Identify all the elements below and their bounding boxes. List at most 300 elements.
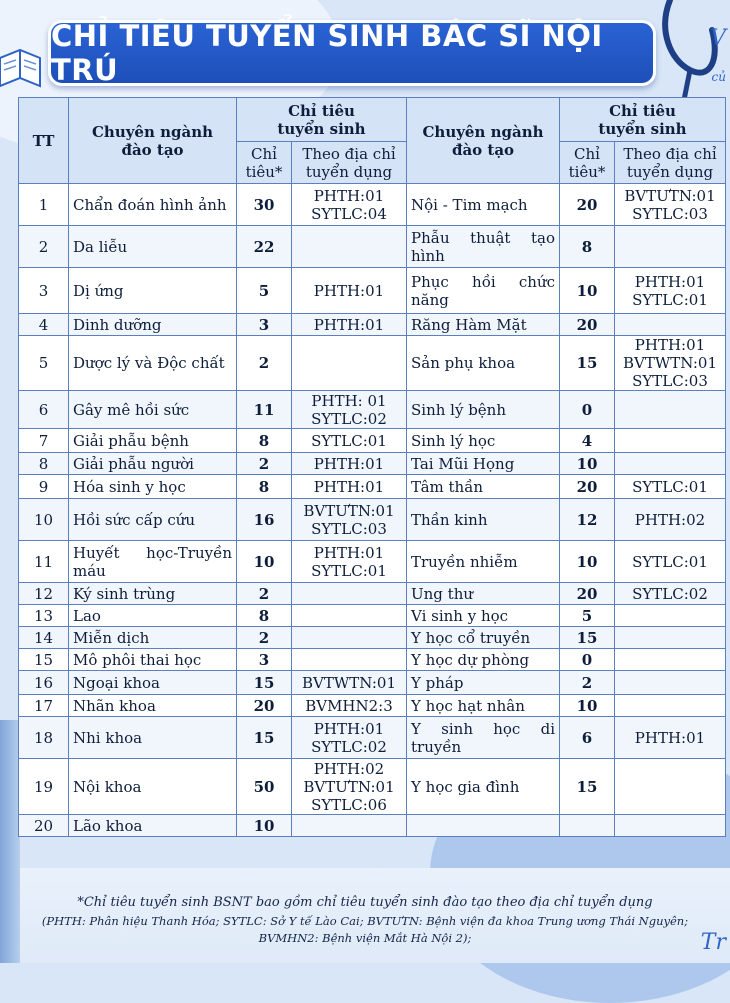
address-quota-left: PHTH:01 [313, 281, 385, 300]
address-right-cell [615, 268, 726, 314]
quota-value-right: 5 [581, 606, 593, 625]
quota-right-cell [560, 226, 615, 268]
major-left-cell [69, 336, 237, 391]
quota-left-cell [237, 314, 292, 336]
major-name-left: Nhãn khoa [73, 696, 156, 715]
address-quota-right: SYTLC:02 [632, 584, 708, 603]
address-right-cell [615, 671, 726, 695]
major-name-right: Sản phụ khoa [411, 354, 516, 372]
row-number: 7 [38, 431, 49, 450]
table-row [19, 717, 726, 759]
quota-table-container [18, 97, 725, 837]
row-number-cell [19, 815, 69, 837]
major-left-cell [69, 499, 237, 541]
row-number-cell [19, 184, 69, 226]
major-right-cell [407, 583, 560, 605]
quota-value-left: 16 [253, 510, 275, 529]
address-left-cell [292, 391, 407, 429]
major-name-right: Tâm thần [411, 477, 484, 496]
quota-value-right: 8 [581, 237, 593, 256]
address-quota-left: SYTLC:01 [311, 431, 387, 450]
row-number: 16 [33, 673, 54, 692]
quota-value-left: 15 [253, 673, 275, 692]
quota-left-cell [237, 226, 292, 268]
quota-right-cell [560, 184, 615, 226]
major-right-cell [407, 671, 560, 695]
quota-value-right: 10 [576, 454, 598, 473]
major-left-cell [69, 226, 237, 268]
quota-value-left: 10 [253, 552, 275, 571]
major-right-cell [407, 605, 560, 627]
major-left-cell [69, 184, 237, 226]
address-quota-right: PHTH:01 [634, 336, 706, 354]
major-name-right: Tai Mũi Họng [411, 454, 515, 473]
header-sub-quota-right: Chỉ tiêu* [560, 142, 615, 184]
major-right-cell [407, 759, 560, 815]
major-right-cell [407, 627, 560, 649]
major-left-cell [69, 583, 237, 605]
address-left-cell [292, 268, 407, 314]
major-left-cell [69, 717, 237, 759]
address-left-cell [292, 475, 407, 499]
address-left-cell [292, 649, 407, 671]
quota-value-left: 30 [253, 195, 275, 214]
address-right-cell [615, 429, 726, 453]
major-right-cell [407, 429, 560, 453]
major-name-left: Giải phẫu người [73, 454, 194, 473]
quota-left-cell [237, 815, 292, 837]
address-quota-left: PHTH:01 [313, 477, 385, 496]
row-number-cell [19, 499, 69, 541]
major-name-right: Y học gia đình [411, 777, 520, 796]
address-left-cell [292, 695, 407, 717]
table-row [19, 499, 726, 541]
row-number: 8 [38, 454, 49, 473]
major-left-cell [69, 268, 237, 314]
quota-value-right: 6 [581, 728, 593, 747]
quota-right-cell [560, 695, 615, 717]
footnote [0, 893, 730, 947]
quota-value-right: 4 [581, 431, 593, 450]
row-number-cell [19, 605, 69, 627]
quota-right-cell [560, 336, 615, 391]
quota-value-left: 5 [258, 281, 270, 300]
major-right-cell [407, 453, 560, 475]
quota-left-cell [237, 759, 292, 815]
table-row [19, 391, 726, 429]
address-left-cell [292, 583, 407, 605]
table-row [19, 541, 726, 583]
major-name-left: Chẩn đoán hình ảnh [73, 195, 227, 214]
major-name-left: Hóa sinh y học [73, 477, 186, 496]
quota-value-right: 20 [576, 477, 598, 496]
quota-value-left: 2 [258, 584, 270, 603]
major-name-left: Giải phẫu bệnh [73, 431, 189, 450]
major-name-right: Y sinh học di truyền [411, 719, 555, 756]
row-number: 14 [33, 628, 54, 647]
quota-left-cell [237, 391, 292, 429]
footnote-abbrev-1: (PHTH: Phân hiệu Thanh Hóa; SYTLC: Sở Y tế Lào Cai; BVTƯTN: Bệnh viện đa khoa Trung ương Thái Nguyên; [41, 914, 689, 928]
major-left-cell [69, 627, 237, 649]
major-name-right: Y học dự phòng [411, 650, 530, 669]
address-right-cell [615, 336, 726, 391]
footnote-abbrev-2: BVMHN2: Bệnh viện Mắt Hà Nội 2); [258, 931, 472, 945]
table-row [19, 671, 726, 695]
quota-value-right: 12 [576, 510, 598, 529]
address-left-cell [292, 541, 407, 583]
quota-left-cell [237, 649, 292, 671]
row-number: 2 [38, 237, 49, 256]
quota-value-left: 3 [258, 650, 270, 669]
major-name-right: Phẫu thuật tạo hình [411, 228, 555, 265]
table-body [19, 184, 726, 837]
header-quota-left: Chỉ tiêu tuyển sinh [237, 98, 407, 142]
address-quota-right: SYTLC:01 [632, 477, 708, 496]
quota-value-right: 0 [581, 650, 593, 669]
quota-value-right: 10 [576, 696, 598, 715]
major-name-right: Thần kinh [411, 510, 488, 529]
table-row [19, 695, 726, 717]
address-quota-left: PHTH:01 [313, 719, 385, 738]
address-quota-right: PHTH:02 [634, 510, 706, 529]
quota-table [18, 97, 726, 837]
major-left-cell [69, 671, 237, 695]
quota-right-cell [560, 314, 615, 336]
major-right-cell [407, 391, 560, 429]
quota-right-cell [560, 717, 615, 759]
row-number-cell [19, 671, 69, 695]
major-left-cell [69, 541, 237, 583]
address-right-cell [615, 541, 726, 583]
address-left-cell [292, 336, 407, 391]
major-left-cell [69, 391, 237, 429]
quota-left-cell [237, 499, 292, 541]
row-number-cell [19, 759, 69, 815]
row-number-cell [19, 268, 69, 314]
address-quota-left: PHTH:01 [313, 454, 385, 473]
quota-left-cell [237, 695, 292, 717]
row-number: 12 [33, 584, 54, 603]
quota-value-left: 20 [253, 696, 275, 715]
row-number: 3 [38, 281, 49, 300]
quota-value-left: 2 [258, 354, 270, 372]
table-row [19, 475, 726, 499]
address-left-cell [292, 314, 407, 336]
table-row [19, 429, 726, 453]
header-major-left: Chuyên ngành đào tạo [69, 98, 237, 184]
table-row [19, 759, 726, 815]
major-right-cell [407, 717, 560, 759]
address-quota-left: PHTH:01 [313, 543, 385, 562]
row-number-cell [19, 391, 69, 429]
quota-value-left: 2 [258, 454, 270, 473]
table-row [19, 268, 726, 314]
row-number-cell [19, 649, 69, 671]
major-name-right: Phục hồi chức năng [411, 272, 555, 309]
quota-value-right: 20 [576, 584, 598, 603]
major-name-right: Y học cổ truyền [411, 628, 531, 647]
address-left-cell [292, 429, 407, 453]
table-header [19, 98, 726, 184]
quota-left-cell [237, 627, 292, 649]
address-quota-right: SYTLC:01 [632, 290, 708, 309]
title-banner [48, 20, 656, 86]
row-number-cell [19, 475, 69, 499]
address-left-cell [292, 453, 407, 475]
address-left-cell [292, 815, 407, 837]
major-name-left: Hồi sức cấp cứu [73, 510, 196, 529]
side-script-text: V [710, 26, 726, 51]
quota-right-cell [560, 499, 615, 541]
table-row [19, 583, 726, 605]
row-number: 18 [33, 728, 54, 747]
major-name-right: Sinh lý học [411, 431, 496, 450]
table-row [19, 627, 726, 649]
major-name-right: Sinh lý bệnh [411, 400, 507, 419]
row-number-cell [19, 226, 69, 268]
quota-right-cell [560, 815, 615, 837]
row-number: 13 [33, 606, 54, 625]
major-name-right: Răng Hàm Mặt [411, 315, 527, 334]
address-quota-left: BVMHN2:3 [305, 696, 393, 715]
row-number: 6 [38, 400, 49, 419]
address-left-cell [292, 499, 407, 541]
row-number-cell [19, 627, 69, 649]
quota-right-cell [560, 759, 615, 815]
quota-value-right: 2 [581, 673, 593, 692]
major-name-left: Gây mê hồi sức [73, 400, 190, 419]
quota-value-left: 8 [258, 606, 270, 625]
major-left-cell [69, 649, 237, 671]
table-row [19, 815, 726, 837]
address-quota-right: SYTLC:01 [632, 552, 708, 571]
quota-left-cell [237, 453, 292, 475]
address-right-cell [615, 815, 726, 837]
quota-value-right: 20 [576, 195, 598, 214]
major-left-cell [69, 453, 237, 475]
address-right-cell [615, 717, 726, 759]
footnote-main: *Chỉ tiêu tuyển sinh BSNT bao gồm chỉ tiêu tuyển sinh đào tạo theo địa chỉ tuyển dụng [77, 895, 653, 910]
major-left-cell [69, 605, 237, 627]
address-quota-left: SYTLC:04 [311, 204, 387, 223]
address-right-cell [615, 499, 726, 541]
quota-right-cell [560, 627, 615, 649]
quota-value-left: 8 [258, 431, 270, 450]
quota-value-left: 8 [258, 477, 270, 496]
quota-left-cell [237, 671, 292, 695]
quota-value-left: 3 [258, 315, 270, 334]
row-number: 19 [33, 777, 54, 796]
major-name-left: Dược lý và Độc chất [73, 354, 225, 372]
address-right-cell [615, 649, 726, 671]
address-quota-left: PHTH:01 [313, 186, 385, 205]
address-quota-left: PHTH:01 [313, 315, 385, 334]
corner-script-text: Tr [700, 930, 726, 955]
address-quota-left: PHTH: 01 [311, 391, 387, 410]
row-number: 15 [33, 650, 54, 669]
major-left-cell [69, 475, 237, 499]
quota-right-cell [560, 583, 615, 605]
major-name-left: Miễn dịch [73, 628, 150, 647]
address-quota-right: BVTƯTN:01 [624, 186, 716, 205]
row-number-cell [19, 583, 69, 605]
header-major-right: Chuyên ngành đào tạo [407, 98, 560, 184]
address-left-cell [292, 226, 407, 268]
quota-value-left: 22 [253, 237, 275, 256]
major-right-cell [407, 541, 560, 583]
major-right-cell [407, 649, 560, 671]
address-left-cell [292, 627, 407, 649]
address-quota-left: SYTLC:03 [311, 519, 387, 538]
major-right-cell [407, 314, 560, 336]
address-quota-left: PHTH:02 [313, 759, 385, 778]
table-row [19, 226, 726, 268]
major-right-cell [407, 336, 560, 391]
address-quota-right: BVTWTN:01 [622, 354, 717, 372]
header-quota-right: Chỉ tiêu tuyển sinh [560, 98, 726, 142]
table-row [19, 453, 726, 475]
row-number-cell [19, 717, 69, 759]
address-left-cell [292, 671, 407, 695]
header-tt: TT [19, 98, 69, 184]
row-number: 17 [33, 696, 54, 715]
major-name-left: Huyết học-Truyền máu [73, 543, 232, 580]
major-name-left: Ngoại khoa [73, 673, 160, 692]
address-right-cell [615, 314, 726, 336]
address-right-cell [615, 695, 726, 717]
address-right-cell [615, 759, 726, 815]
quota-left-cell [237, 475, 292, 499]
address-quota-right: SYTLC:03 [632, 372, 708, 390]
table-row [19, 336, 726, 391]
quota-right-cell [560, 268, 615, 314]
address-right-cell [615, 627, 726, 649]
address-quota-left: SYTLC:02 [311, 737, 387, 756]
address-right-cell [615, 184, 726, 226]
major-name-right: Truyền nhiễm [411, 552, 518, 571]
address-left-cell [292, 184, 407, 226]
major-name-left: Nhi khoa [73, 728, 143, 747]
quota-left-cell [237, 541, 292, 583]
quota-value-left: 15 [253, 728, 275, 747]
row-number: 10 [33, 510, 54, 529]
row-number: 20 [33, 816, 54, 835]
major-right-cell [407, 268, 560, 314]
quota-value-right: 10 [576, 281, 598, 300]
quota-left-cell [237, 583, 292, 605]
row-number-cell [19, 453, 69, 475]
row-number: 1 [38, 195, 49, 214]
address-quota-left: BVTWTN:01 [301, 673, 396, 692]
major-right-cell [407, 184, 560, 226]
address-left-cell [292, 717, 407, 759]
quota-right-cell [560, 391, 615, 429]
major-right-cell [407, 226, 560, 268]
major-name-left: Ký sinh trùng [73, 584, 176, 603]
quota-value-right: 15 [576, 777, 598, 796]
quota-left-cell [237, 336, 292, 391]
address-right-cell [615, 226, 726, 268]
quota-right-cell [560, 671, 615, 695]
quota-value-right: 10 [576, 552, 598, 571]
header-sub-address-left: Theo địa chỉ tuyển dụng [292, 142, 407, 184]
quota-value-right: 15 [576, 628, 598, 647]
quota-right-cell [560, 605, 615, 627]
quota-right-cell [560, 453, 615, 475]
major-name-left: Lao [73, 606, 101, 625]
quota-left-cell [237, 268, 292, 314]
row-number: 4 [38, 315, 49, 334]
page-title: CHỈ TIÊU TUYỂN SINH BÁC SĨ NỘI TRÚ [51, 19, 603, 87]
quota-right-cell [560, 649, 615, 671]
address-quota-left: BVTƯTN:01 [303, 777, 395, 796]
row-number-cell [19, 336, 69, 391]
address-quota-right: PHTH:01 [634, 272, 706, 291]
address-right-cell [615, 475, 726, 499]
major-left-cell [69, 314, 237, 336]
major-left-cell [69, 429, 237, 453]
address-quota-left: BVTƯTN:01 [303, 501, 395, 520]
major-right-cell [407, 695, 560, 717]
row-number-cell [19, 695, 69, 717]
quota-value-left: 2 [258, 628, 270, 647]
address-quota-left: SYTLC:06 [311, 795, 387, 814]
row-number: 9 [38, 477, 49, 496]
table-row [19, 649, 726, 671]
address-right-cell [615, 583, 726, 605]
quota-left-cell [237, 429, 292, 453]
major-right-cell [407, 499, 560, 541]
major-name-right: Ung thư [411, 584, 474, 603]
row-number: 5 [38, 354, 49, 372]
quota-value-right: 0 [581, 400, 593, 419]
major-name-left: Da liễu [73, 237, 128, 256]
row-number: 11 [33, 552, 54, 571]
address-right-cell [615, 605, 726, 627]
quota-right-cell [560, 541, 615, 583]
row-number-cell [19, 314, 69, 336]
header-sub-quota-left: Chỉ tiêu* [237, 142, 292, 184]
row-number-cell [19, 429, 69, 453]
quota-value-left: 10 [253, 816, 275, 835]
quota-value-right: 15 [576, 354, 598, 372]
major-name-left: Dị ứng [73, 281, 124, 300]
major-left-cell [69, 695, 237, 717]
major-name-left: Mô phôi thai học [73, 650, 202, 669]
major-name-right: Vi sinh y học [411, 606, 509, 625]
major-name-right: Y học hạt nhân [411, 696, 525, 715]
address-quota-left: SYTLC:01 [311, 561, 387, 580]
table-row [19, 314, 726, 336]
address-quota-right: PHTH:01 [634, 728, 706, 747]
major-right-cell [407, 815, 560, 837]
major-name-right: Nội - Tim mạch [411, 195, 528, 214]
address-quota-right: SYTLC:03 [632, 204, 708, 223]
address-left-cell [292, 605, 407, 627]
quota-value-right: 20 [576, 315, 598, 334]
major-left-cell [69, 759, 237, 815]
table-row [19, 184, 726, 226]
quota-value-left: 50 [253, 777, 275, 796]
quota-right-cell [560, 429, 615, 453]
major-name-left: Nội khoa [73, 777, 142, 796]
address-right-cell [615, 453, 726, 475]
address-left-cell [292, 759, 407, 815]
address-right-cell [615, 391, 726, 429]
major-name-left: Dinh dưỡng [73, 315, 162, 334]
major-name-right: Y pháp [411, 673, 464, 692]
major-right-cell [407, 475, 560, 499]
